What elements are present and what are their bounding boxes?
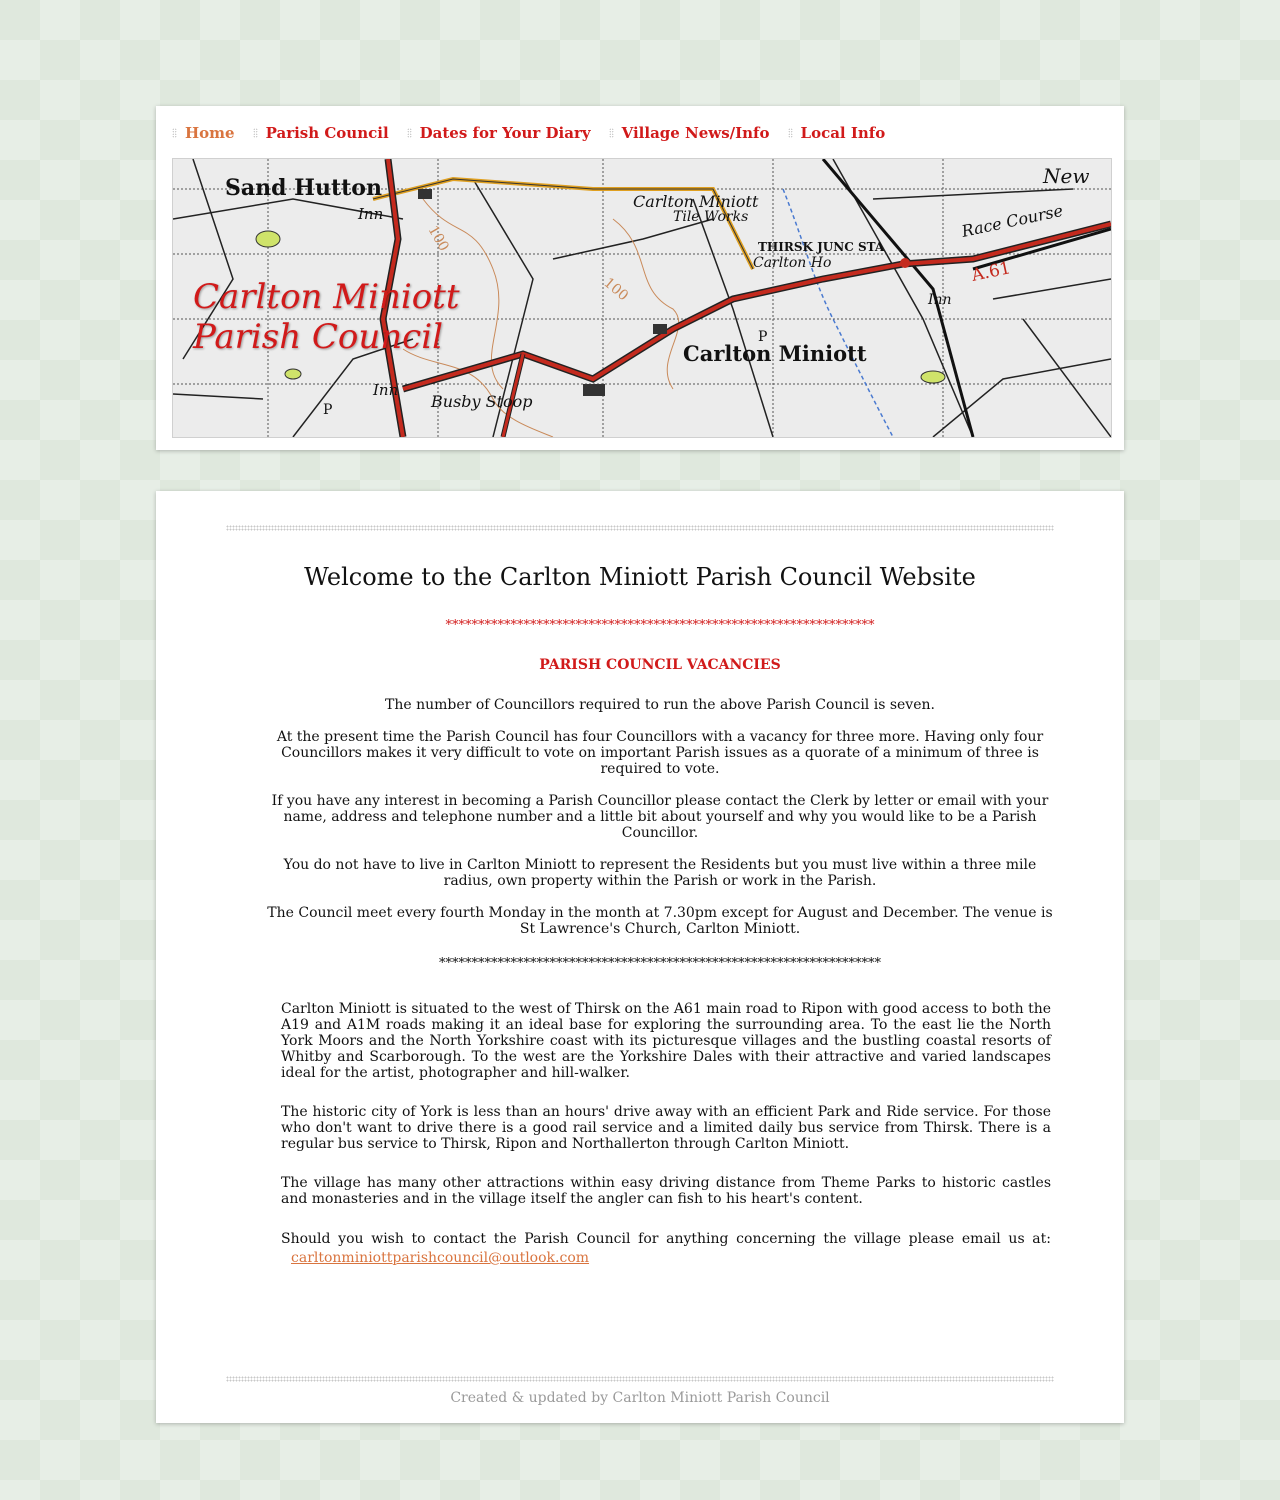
vacancies-heading: PARISH COUNCIL VACANCIES [539, 657, 781, 673]
nav-bullet-icon [788, 128, 793, 138]
map-label: Inn [373, 381, 399, 399]
map-label: Inn [928, 292, 952, 308]
nav-bullet-icon [609, 128, 614, 138]
header-card [156, 106, 1124, 450]
vacancy-paragraph-3: If you have any interest in becoming a Parish Councillor please contact the Clerk by letter or email with your name, address and telephone number and a little bit about yourself and why you would like to be a Parish Councillor. [271, 793, 1049, 841]
map-label: Busby Stoop [431, 392, 533, 411]
nav-item-village-news[interactable] [609, 124, 770, 142]
map-label: 100 [600, 274, 632, 305]
site-title-line-1: Carlton Miniott [193, 277, 460, 317]
site-title-line-2: Parish Council [193, 317, 443, 357]
top-divider [226, 525, 1054, 531]
nav-label: Home [185, 124, 235, 142]
nav-label: Local Info [800, 124, 886, 142]
map-label: New [1043, 164, 1090, 188]
nav-item-local-info[interactable] [788, 124, 886, 142]
main-nav [172, 122, 903, 144]
vacancy-paragraph-4: You do not have to live in Carlton Miniott to represent the Residents but you must live within a three mile radius, own property within the Parish or work in the Parish. [283, 857, 1037, 889]
nav-label: Parish Council [265, 124, 389, 142]
nav-label: Dates for Your Diary [419, 124, 591, 142]
page-title: Welcome to the Carlton Miniott Parish Council Website [304, 563, 976, 591]
nav-item-dates-for-your-diary[interactable] [407, 124, 591, 142]
map-label: P [323, 402, 333, 418]
nav-bullet-icon [172, 128, 177, 138]
content-card [156, 491, 1124, 1423]
vacancy-paragraph-2: At the present time the Parish Council has four Councillors with a vacancy for three more. Having only four Councillors makes it very difficult to vote on important Parish issues as a quorate of a minimum of three is required to vote. [276, 729, 1044, 777]
village-paragraph-3: The village has many other attractions within easy driving distance from Theme Parks to historic castles and monasteries and in the village itself the angler can fish to his heart's content. [281, 1175, 1051, 1207]
black-star-divider: ******************************************************************** [439, 956, 881, 971]
map-label: THIRSK JUNC STA [758, 240, 885, 254]
map-label: P [758, 329, 768, 345]
red-star-divider: ****************************************************************** [445, 618, 875, 633]
map-label: Tile Works [673, 209, 749, 225]
map-label: Sand Hutton [225, 175, 382, 201]
nav-item-parish-council[interactable] [253, 124, 389, 142]
nav-bullet-icon [253, 128, 258, 138]
contact-paragraph [281, 1230, 1051, 1268]
map-label: Carlton Miniott [633, 192, 759, 211]
map-label: Carlton Miniott [683, 341, 867, 366]
village-paragraph-1: Carlton Miniott is situated to the west of Thirsk on the A61 main road to Ripon with good access to both the A19 and A1M roads making it an ideal base for exploring the surrounding area. To the east lie the North York Moors and the North Yorkshire coast with its picturesque villages and the bustling coastal resorts of Whitby and Scarborough. To the west are the Yorkshire Dales with their attractive and varied landscapes ideal for the artist, photographer and hill-walker. [281, 1001, 1051, 1081]
contact-text: Should you wish to contact the Parish Council for anything concerning the village please email us at: [281, 1231, 1051, 1247]
bottom-divider [226, 1376, 1054, 1382]
vacancy-paragraph-1: The number of Councillors required to run the above Parish Council is seven. [385, 697, 935, 713]
nav-bullet-icon [407, 128, 412, 138]
village-paragraph-2: The historic city of York is less than an hours' drive away with an efficient Park and Ride service. For those who don't want to drive there is a good rail service and a limited daily bus service from Thirsk. There is a regular bus service to Thirsk, Ripon and Northallerton through Carlton Miniott. [281, 1104, 1051, 1152]
site-title [193, 277, 460, 357]
footer-credit: Created & updated by Carlton Miniott Parish Council [450, 1390, 830, 1406]
vacancy-paragraph-5: The Council meet every fourth Monday in the month at 7.30pm except for August and December. The venue is St Lawrence's Church, Carlton Miniott. [267, 905, 1053, 937]
nav-label: Village News/Info [621, 124, 770, 142]
map-label: Race Course [959, 200, 1065, 241]
map-label: Inn [358, 205, 384, 223]
banner-map [172, 158, 1112, 438]
map-label: A.61 [969, 258, 1013, 286]
email-link[interactable]: carltonminiottparishcouncil@outlook.com [291, 1250, 590, 1266]
map-label: Carlton Ho [753, 255, 832, 271]
map-label: 100 [424, 223, 452, 255]
nav-item-home[interactable] [172, 124, 235, 142]
